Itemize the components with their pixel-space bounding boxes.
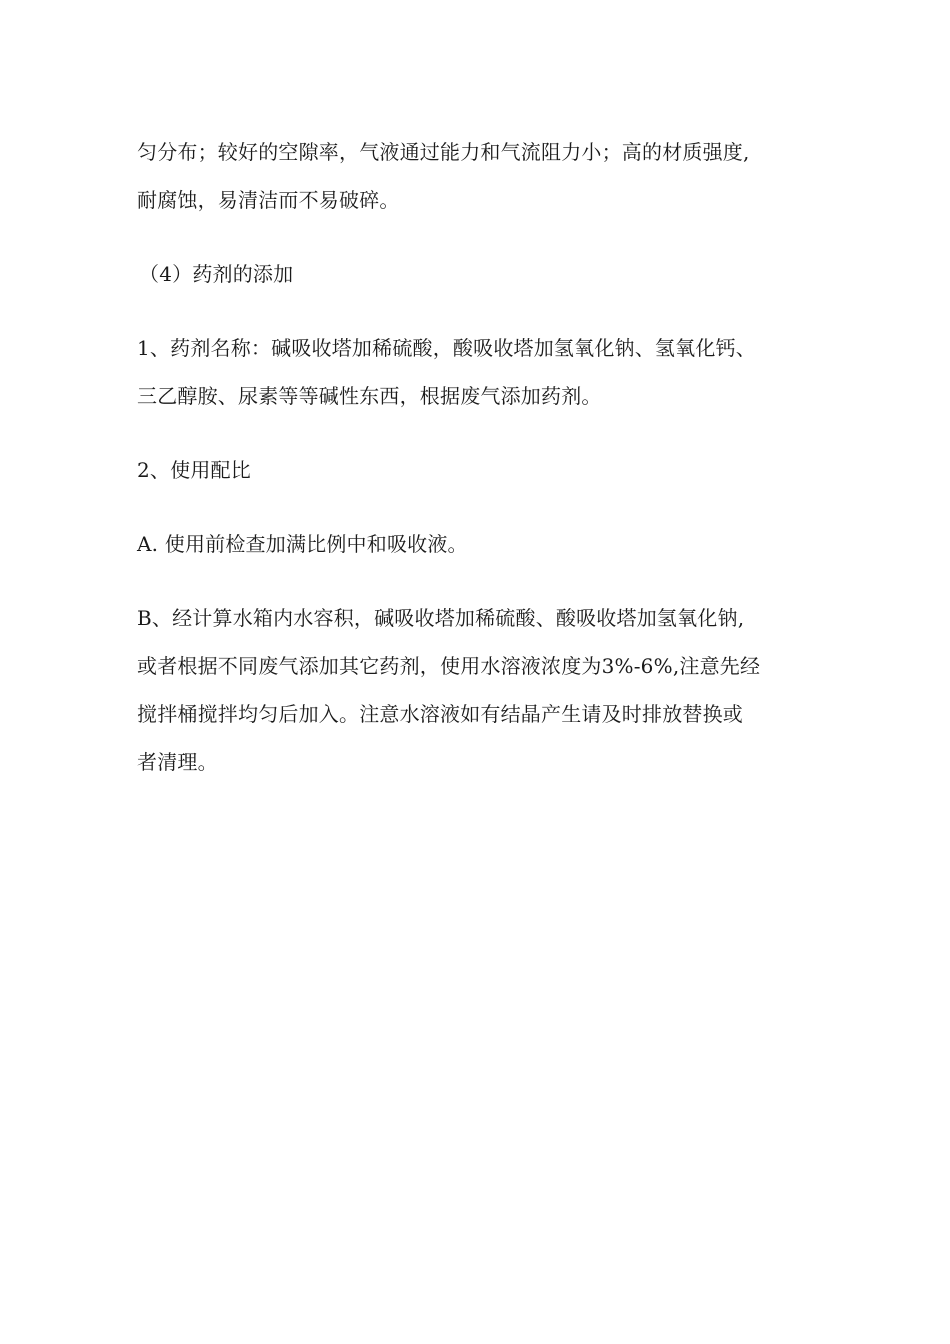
paragraph-spacer bbox=[137, 494, 827, 520]
paragraph-item-b bbox=[137, 594, 827, 786]
paragraph-spacer bbox=[137, 298, 827, 324]
text-line: 耐腐蚀，易清洁而不易破碎。 bbox=[137, 188, 400, 212]
paragraph-packing-properties bbox=[137, 128, 827, 224]
text-line: 或者根据不同废气添加其它药剂，使用水溶液浓度为3%-6%,注意先经 bbox=[137, 654, 761, 678]
paragraph-spacer bbox=[137, 224, 827, 250]
text-line: B、经计算水箱内水容积，碱吸收塔加稀硫酸、酸吸收塔加氢氧化钠, bbox=[137, 606, 745, 630]
text-line: （4）药剂的添加 bbox=[139, 262, 294, 286]
paragraph-usage-ratio-heading bbox=[137, 446, 827, 494]
section-heading-reagent-addition bbox=[137, 250, 827, 298]
document-body bbox=[137, 128, 827, 786]
text-line: 者清理。 bbox=[137, 750, 218, 774]
text-line: 1、药剂名称：碱吸收塔加稀硫酸，酸吸收塔加氢氧化钠、氢氧化钙、 bbox=[137, 336, 756, 360]
text-line: 三乙醇胺、尿素等等碱性东西，根据废气添加药剂。 bbox=[137, 384, 602, 408]
text-line: 搅拌桶搅拌均匀后加入。注意水溶液如有结晶产生请及时排放替换或 bbox=[137, 702, 743, 726]
text-line: 2、使用配比 bbox=[137, 458, 251, 482]
paragraph-item-a bbox=[137, 520, 827, 568]
paragraph-spacer bbox=[137, 420, 827, 446]
text-line: A. 使用前检查加满比例中和吸收液。 bbox=[137, 532, 468, 556]
paragraph-spacer bbox=[137, 568, 827, 594]
text-line: 匀分布；较好的空隙率，气液通过能力和气流阻力小；高的材质强度, bbox=[137, 140, 750, 164]
paragraph-reagent-names bbox=[137, 324, 827, 420]
